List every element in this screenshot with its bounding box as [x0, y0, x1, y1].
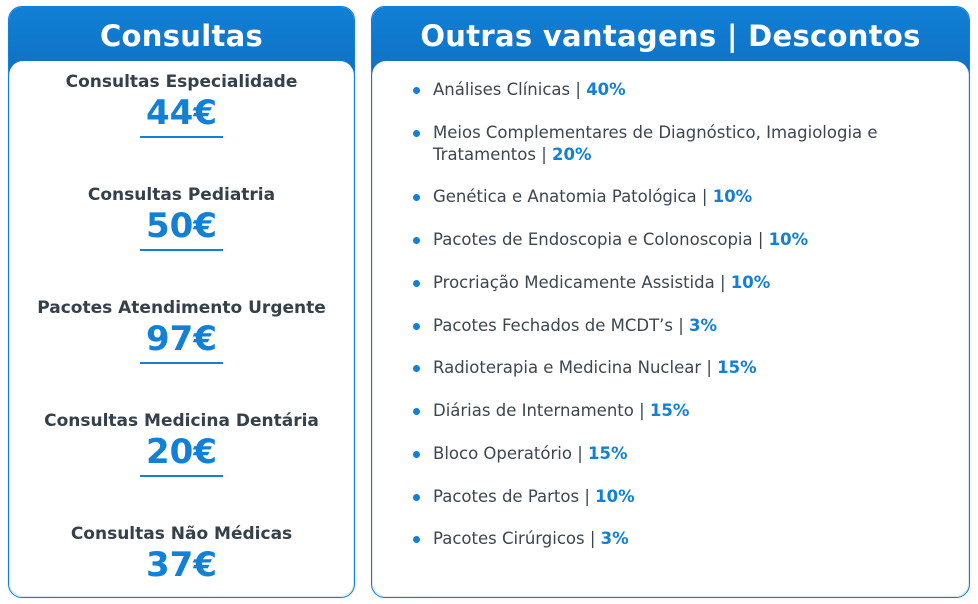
- list-item-label: Pacotes de Partos |: [433, 486, 596, 506]
- consultations-list: [9, 61, 354, 597]
- consultations-card-title: Consultas: [9, 7, 354, 79]
- list-item-label: Procriação Medicamente Assistida |: [433, 272, 731, 292]
- price-item-label: Consultas Pediatria: [87, 184, 276, 205]
- price-item: [24, 523, 339, 588]
- price-item: [24, 297, 339, 364]
- price-item-label: Consultas Medicina Dentária: [44, 410, 319, 431]
- list-item-label: Bloco Operatório |: [433, 443, 588, 463]
- list-item-percent: 10%: [595, 486, 635, 506]
- list-item: [391, 486, 950, 508]
- list-item-label: Análises Clínicas |: [433, 80, 587, 99]
- price-item: [24, 184, 339, 251]
- bullet-icon: [413, 408, 420, 415]
- list-item-percent: 3%: [600, 529, 629, 549]
- price-item: [24, 410, 339, 477]
- price-item: [24, 71, 339, 138]
- price-item-value: 20€: [140, 431, 223, 478]
- list-item-label: Pacotes Cirúrgicos |: [433, 529, 601, 549]
- list-item-label: Pacotes de Endoscopia e Colonoscopia |: [433, 230, 769, 250]
- list-item: [391, 272, 950, 294]
- bullet-icon: [413, 365, 420, 372]
- bullet-icon: [413, 194, 420, 201]
- price-item-value: 97€: [140, 318, 223, 365]
- discounts-card: [371, 6, 970, 598]
- list-item: [391, 186, 950, 208]
- discounts-list: [391, 79, 950, 550]
- bullet-icon: [413, 494, 420, 501]
- list-item-label: Radioterapia e Medicina Nuclear |: [433, 358, 718, 378]
- bullet-icon: [413, 237, 420, 244]
- discounts-card-title: Outras vantagens | Descontos: [372, 7, 969, 79]
- list-item-percent: 10%: [768, 230, 809, 250]
- list-item: [391, 400, 950, 422]
- consultations-card: [8, 6, 355, 598]
- price-item-value: 50€: [140, 205, 223, 252]
- price-item-label: Pacotes Atendimento Urgente: [37, 297, 326, 318]
- list-item: [391, 229, 950, 251]
- bullet-icon: [413, 280, 420, 287]
- price-item-label: Consultas Especialidade: [65, 72, 298, 92]
- list-item-percent: 20%: [552, 144, 592, 164]
- list-item-label: Meios Complementares de Diagnóstico, Imagiologia e Tratamentos |: [433, 122, 878, 164]
- list-item: [391, 528, 950, 550]
- bullet-icon: [413, 87, 420, 94]
- list-item: [391, 122, 950, 166]
- list-item: [391, 315, 950, 337]
- bullet-icon: [413, 451, 420, 458]
- price-item-value: 44€: [140, 92, 223, 139]
- bullet-icon: [413, 323, 420, 330]
- list-item-label: Pacotes Fechados de MCDT’s |: [433, 315, 690, 335]
- list-item-label: Genética e Anatomia Patológica |: [433, 187, 713, 207]
- list-item-label: Diárias de Internamento |: [433, 401, 650, 421]
- list-item: [391, 443, 950, 465]
- price-item-value: 37€: [146, 544, 217, 585]
- price-item-label: Consultas Não Médicas: [70, 523, 293, 544]
- list-item-percent: 10%: [712, 187, 753, 207]
- list-item-percent: 15%: [717, 358, 757, 378]
- list-item-percent: 15%: [649, 401, 690, 421]
- list-item-percent: 40%: [586, 80, 626, 99]
- discounts-list-body: [372, 61, 969, 597]
- bullet-icon: [413, 536, 420, 543]
- list-item: [391, 357, 950, 379]
- list-item-percent: 10%: [730, 272, 771, 292]
- list-item-percent: 15%: [588, 443, 628, 463]
- list-item: [391, 79, 950, 101]
- list-item-percent: 3%: [689, 315, 718, 335]
- bullet-icon: [413, 130, 420, 137]
